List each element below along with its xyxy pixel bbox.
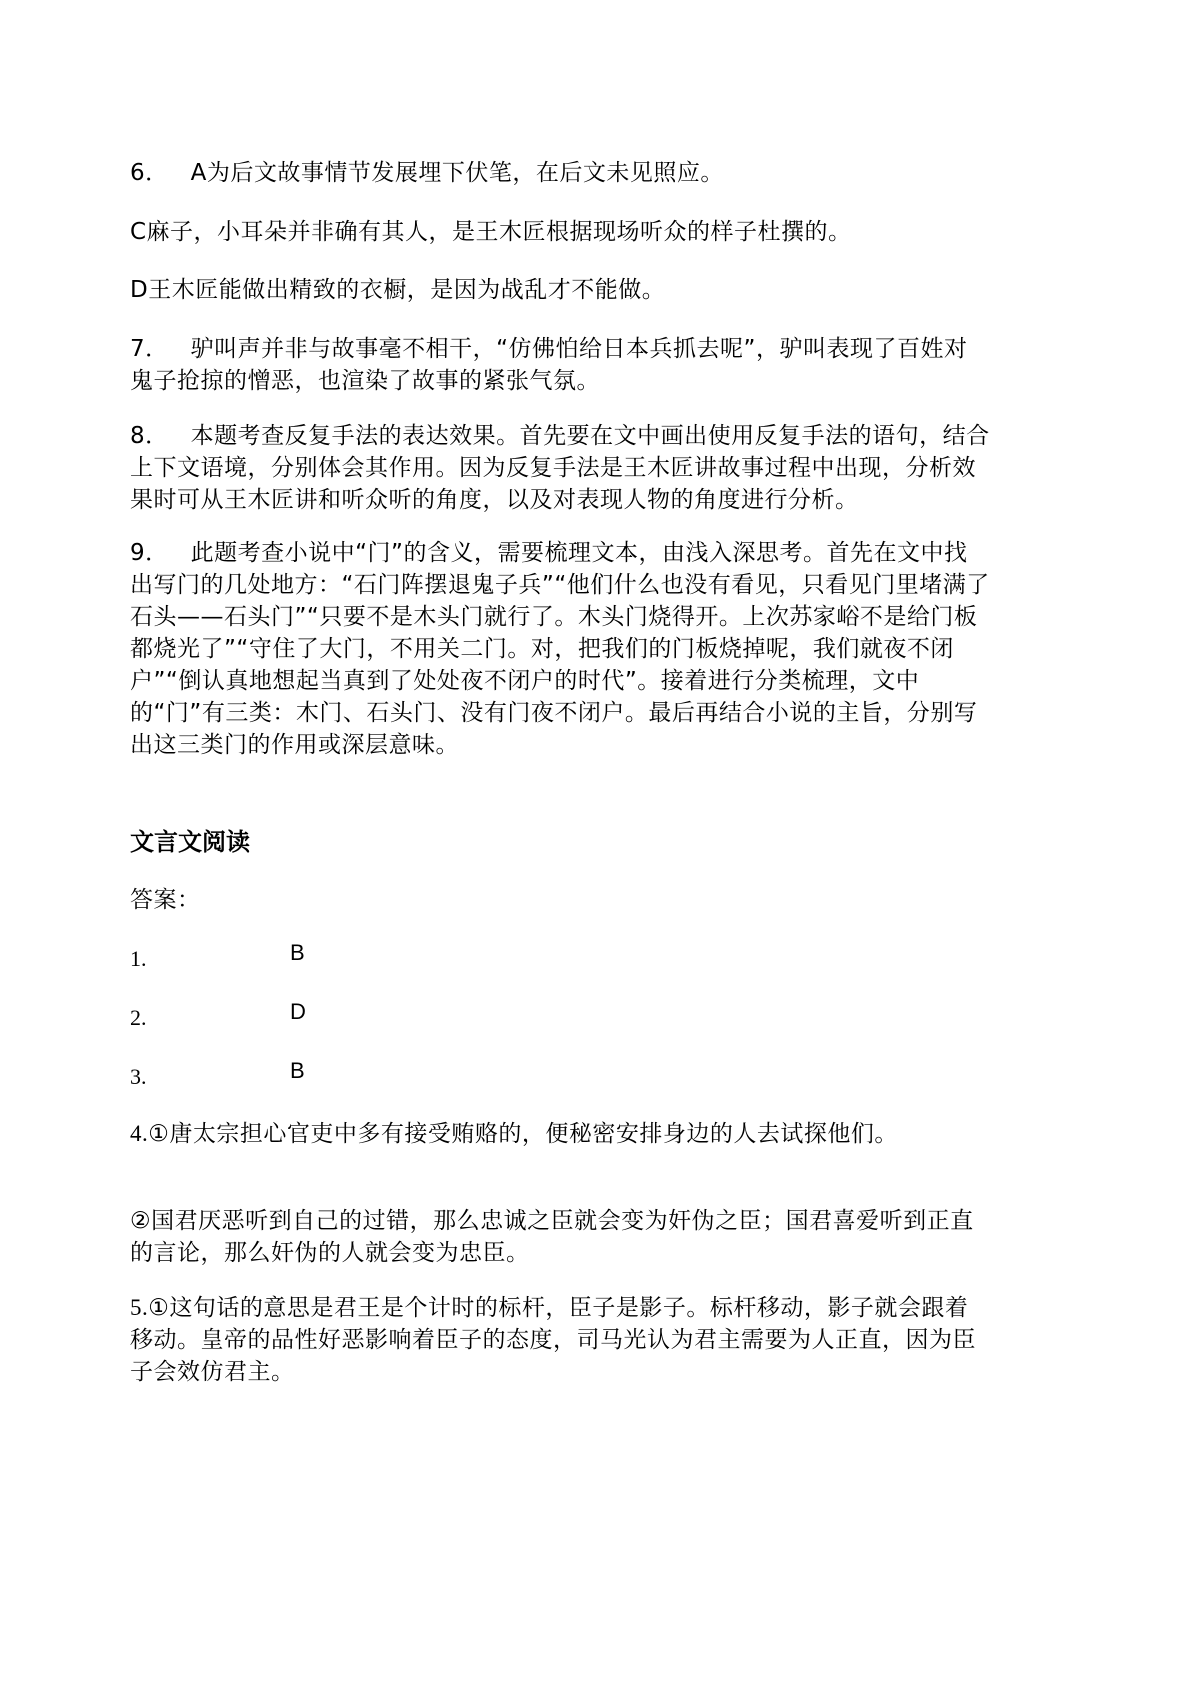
q4-2-text: ②国君厌恶听到自己的过错，那么忠诚之臣就会变为奸伪之臣；国君喜爱听到正直的言论，那么奸伪的人就会变为忠臣。 (130, 1208, 974, 1266)
mc-answer: B (290, 1058, 305, 1083)
mc-number: 2. (130, 1005, 147, 1030)
answer-8 (130, 420, 990, 516)
answer-6-text: A为后文故事情节发展埋下伏笔，在后文未见照应。 (190, 160, 724, 186)
answer-8-text: 本题考查反复手法的表达效果。首先要在文中画出使用反复手法的语句，结合上下文语境，分别体会其作用。因为反复手法是王木匠讲故事过程中出现，分析效果时可从王木匠讲和听众听的角度，以及对表现人物的角度进行分析。 (130, 423, 990, 513)
answer-6-c-text: C麻子，小耳朵并非确有其人，是王木匠根据现场听众的样子杜撰的。 (130, 219, 852, 245)
mc-number: 3. (130, 1064, 147, 1089)
answer-8-number: 8． (130, 423, 169, 449)
answer-9 (130, 537, 990, 761)
q5-number: 5. (130, 1295, 149, 1320)
answer-q5 (130, 1292, 990, 1388)
answer-6-d (130, 274, 990, 306)
answer-9-text: 此题考查小说中“门”的含义，需要梳理文本，由浅入深思考。首先在文中找出写门的几处地方：“石门阵摆退鬼子兵”“他们什么也没有看见，只看见门里堵满了石头——石头门”“只要不是木头门就行了。木头门烧得开。上次苏家峪不是给门板都烧光了”“守住了大门，不用关二门。对，把我们的门板烧掉呢，我们就夜不闭户”“倒认真地想起当真到了处处夜不闭户的时代”。接着进行分类梳理，文中的“门”有三类：木门、石头门、没有门夜不闭户。最后再结合小说的主旨，分别写出这三类门的作用或深层意味。 (130, 540, 990, 758)
answer-7-number: 7． (130, 336, 169, 362)
mc-answer: B (290, 940, 305, 965)
answer-6-d-text: D王木匠能做出精致的衣橱，是因为战乱才不能做。 (130, 277, 666, 303)
answer-q4 (130, 1118, 990, 1150)
answer-6-c (130, 216, 990, 248)
answer-7-text: 驴叫声并非与故事毫不相干，“仿佛怕给日本兵抓去呢”，驴叫表现了百姓对鬼子抢掠的憎恶，也渲染了故事的紧张气氛。 (130, 336, 968, 394)
answer-q4-2 (130, 1205, 990, 1269)
q5-text: ①这句话的意思是君王是个计时的标杆，臣子是影子。标杆移动，影子就会跟着移动。皇帝的品性好恶影响着臣子的态度，司马光认为君主需要为人正直，因为臣子会效仿君主。 (130, 1295, 976, 1385)
answer-7 (130, 333, 990, 397)
section-heading: 文言文阅读 (130, 828, 250, 856)
q4-number: 4. (130, 1121, 149, 1146)
q4-text: ①唐太宗担心官吏中多有接受贿赂的，便秘密安排身边的人去试探他们。 (148, 1121, 898, 1147)
answer-6 (130, 157, 990, 189)
mc-number: 1. (130, 946, 147, 971)
mc-answer: D (290, 999, 306, 1024)
answer-label: 答案： (130, 887, 201, 913)
answer-9-number: 9． (130, 540, 169, 566)
answer-6-number: 6． (130, 160, 169, 186)
